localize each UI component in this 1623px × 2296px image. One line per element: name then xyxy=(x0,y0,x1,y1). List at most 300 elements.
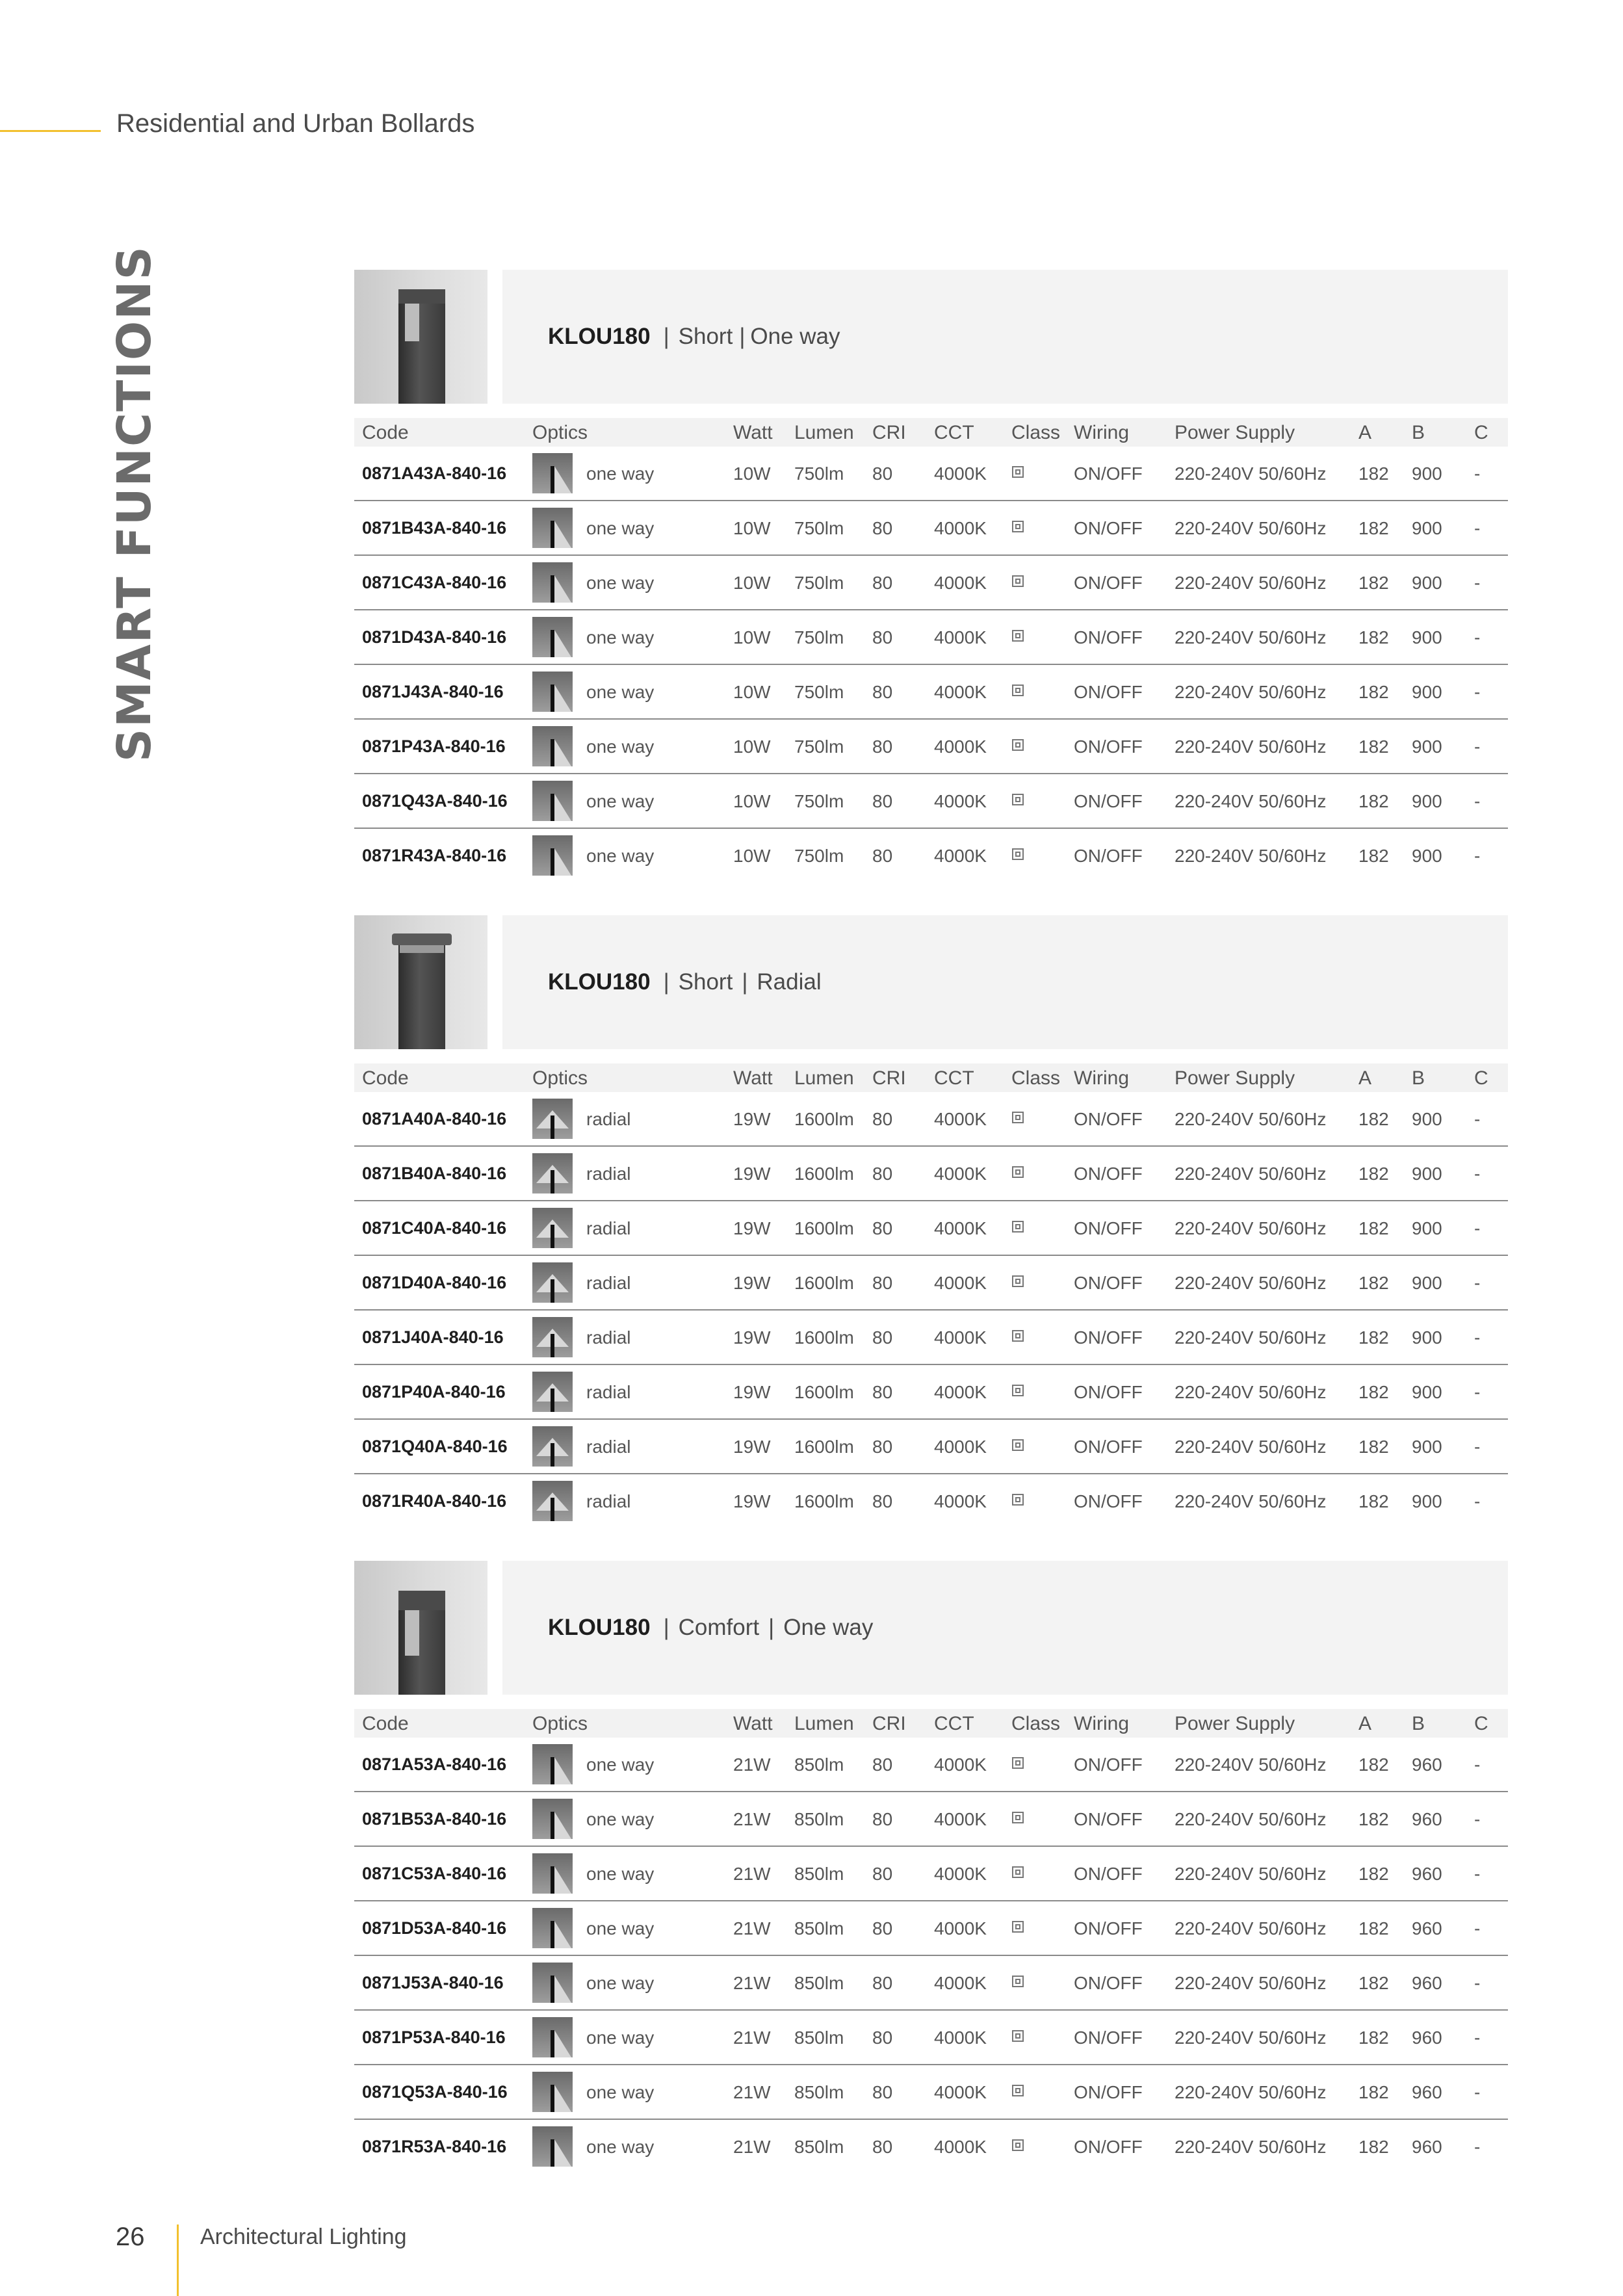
light-beam-shape xyxy=(554,794,571,821)
product-optic: One way xyxy=(750,324,840,349)
dimension-b-value: 960 xyxy=(1412,2028,1442,2048)
watt-value: 21W xyxy=(733,2082,771,2102)
column-header-b: B xyxy=(1412,1067,1425,1089)
watt-value: 21W xyxy=(733,2137,771,2157)
cri-value: 80 xyxy=(872,1109,893,1129)
watt-value: 10W xyxy=(733,463,771,484)
product-banner xyxy=(354,1561,1508,1695)
power-supply-value: 220-240V 50/60Hz xyxy=(1175,791,1327,811)
column-header-b: B xyxy=(1412,1713,1425,1734)
one-way-optic-icon xyxy=(532,835,573,876)
product-section xyxy=(354,915,1508,1528)
cri-value: 80 xyxy=(872,2082,893,2102)
dimension-c-value: - xyxy=(1474,1918,1481,1938)
product-thumbnail xyxy=(354,915,487,1049)
cct-value: 4000K xyxy=(934,1864,987,1884)
cri-value: 80 xyxy=(872,1918,893,1938)
cri-value: 80 xyxy=(872,627,893,647)
dimension-c-value: - xyxy=(1474,2028,1481,2048)
lumen-value: 750lm xyxy=(794,573,844,593)
light-beam-shape xyxy=(554,2030,571,2057)
class-ii-icon xyxy=(1012,521,1024,532)
light-beam-shape xyxy=(554,1757,571,1784)
footer-accent-rule xyxy=(177,2224,179,2296)
product-code: 0871A43A-840-16 xyxy=(362,463,507,483)
class-ii-icon xyxy=(1012,2030,1024,2042)
bollard-post-shape xyxy=(551,521,554,548)
dimension-b-value: 900 xyxy=(1412,846,1442,866)
one-way-optic-icon xyxy=(532,726,573,766)
page-header-title: Residential and Urban Bollards xyxy=(116,109,475,138)
column-header-power-supply: Power Supply xyxy=(1175,1067,1295,1089)
bollard-post-shape xyxy=(551,466,554,493)
class-ii-icon xyxy=(1012,575,1024,587)
optics-value: one way xyxy=(586,1918,655,1938)
column-header-cri: CRI xyxy=(872,422,906,443)
cct-value: 4000K xyxy=(934,1437,987,1457)
radial-optic-icon xyxy=(532,1372,573,1412)
bollard-post-shape xyxy=(551,2085,554,2112)
table-row xyxy=(354,774,1508,829)
radial-optic-icon xyxy=(532,1481,573,1521)
bollard-post-shape xyxy=(551,630,554,657)
one-way-optic-icon xyxy=(532,1963,573,2003)
light-beam-shape xyxy=(554,739,571,766)
optics-value: radial xyxy=(586,1218,631,1238)
table-row xyxy=(354,1147,1508,1201)
table-row xyxy=(354,829,1508,882)
light-beam-shape xyxy=(554,1921,571,1948)
cct-value: 4000K xyxy=(934,463,987,484)
one-way-optic-icon xyxy=(532,2072,573,2112)
power-supply-value: 220-240V 50/60Hz xyxy=(1175,518,1327,538)
table-row xyxy=(354,501,1508,556)
table-row xyxy=(354,447,1508,501)
product-code: 0871J53A-840-16 xyxy=(362,1973,504,1992)
lumen-value: 1600lm xyxy=(794,1327,854,1348)
wiring-value: ON/OFF xyxy=(1074,1864,1143,1884)
title-separator: | xyxy=(768,1615,775,1640)
cri-value: 80 xyxy=(872,1973,893,1993)
cct-value: 4000K xyxy=(934,2028,987,2048)
class-ii-icon xyxy=(1012,1439,1024,1451)
power-supply-value: 220-240V 50/60Hz xyxy=(1175,737,1327,757)
optics-value: one way xyxy=(586,2137,655,2157)
product-code: 0871A53A-840-16 xyxy=(362,1755,507,1774)
lumen-value: 750lm xyxy=(794,846,844,866)
product-code: 0871P40A-840-16 xyxy=(362,1382,506,1402)
lumen-value: 850lm xyxy=(794,1973,844,1993)
optics-value: one way xyxy=(586,1973,655,1993)
bollard-post-shape xyxy=(551,1389,554,1412)
dimension-b-value: 900 xyxy=(1412,791,1442,811)
power-supply-value: 220-240V 50/60Hz xyxy=(1175,1437,1327,1457)
radial-optic-icon xyxy=(532,1153,573,1194)
dimension-c-value: - xyxy=(1474,1327,1481,1348)
column-header-class: Class xyxy=(1011,1713,1061,1734)
light-beam-shape xyxy=(554,685,571,712)
lumen-value: 1600lm xyxy=(794,1273,854,1293)
product-code: 0871A40A-840-16 xyxy=(362,1109,507,1128)
watt-value: 10W xyxy=(733,791,771,811)
product-code: 0871C43A-840-16 xyxy=(362,573,507,592)
column-header-code: Code xyxy=(362,1067,409,1089)
lumen-value: 1600lm xyxy=(794,1164,854,1184)
watt-value: 10W xyxy=(733,573,771,593)
optics-value: one way xyxy=(586,846,655,866)
title-separator: | xyxy=(739,324,746,349)
optics-value: one way xyxy=(586,2082,655,2102)
product-banner xyxy=(354,270,1508,404)
light-beam-shape xyxy=(554,2085,571,2112)
column-header-a: A xyxy=(1358,1067,1372,1089)
table-row xyxy=(354,610,1508,665)
optics-value: one way xyxy=(586,737,655,757)
table-row xyxy=(354,2120,1508,2173)
dimension-c-value: - xyxy=(1474,1218,1481,1238)
product-section xyxy=(354,1561,1508,2173)
wiring-value: ON/OFF xyxy=(1074,1109,1143,1129)
dimension-a-value: 182 xyxy=(1358,1809,1389,1829)
optics-value: one way xyxy=(586,1755,655,1775)
title-separator: | xyxy=(663,969,669,995)
power-supply-value: 220-240V 50/60Hz xyxy=(1175,1918,1327,1938)
cri-value: 80 xyxy=(872,1491,893,1511)
dimension-a-value: 182 xyxy=(1358,1491,1389,1511)
optics-value: radial xyxy=(586,1164,631,1184)
dimension-c-value: - xyxy=(1474,518,1481,538)
radial-optic-icon xyxy=(532,1317,573,1357)
wiring-value: ON/OFF xyxy=(1074,1491,1143,1511)
bollard-post-shape xyxy=(551,685,554,712)
wiring-value: ON/OFF xyxy=(1074,463,1143,484)
lumen-value: 1600lm xyxy=(794,1437,854,1457)
column-header-c: C xyxy=(1474,1713,1488,1734)
cct-value: 4000K xyxy=(934,682,987,702)
dimension-a-value: 182 xyxy=(1358,2137,1389,2157)
dimension-b-value: 960 xyxy=(1412,1973,1442,1993)
light-beam-shape xyxy=(554,848,571,876)
cri-value: 80 xyxy=(872,791,893,811)
column-header-class: Class xyxy=(1011,422,1061,443)
dimension-a-value: 182 xyxy=(1358,627,1389,647)
product-code: 0871Q53A-840-16 xyxy=(362,2082,508,2102)
lumen-value: 750lm xyxy=(794,627,844,647)
watt-value: 10W xyxy=(733,627,771,647)
column-header-class: Class xyxy=(1011,1067,1061,1089)
dimension-a-value: 182 xyxy=(1358,682,1389,702)
dimension-b-value: 900 xyxy=(1412,1273,1442,1293)
bollard-post-shape xyxy=(551,1334,554,1357)
one-way-optic-icon xyxy=(532,1744,573,1784)
bollard-cap-image xyxy=(392,933,452,945)
bollard-pole-image xyxy=(398,939,445,1049)
dimension-c-value: - xyxy=(1474,627,1481,647)
column-header-lumen: Lumen xyxy=(794,1713,854,1734)
radial-optic-icon xyxy=(532,1262,573,1303)
optics-value: radial xyxy=(586,1491,631,1511)
optics-value: radial xyxy=(586,1382,631,1402)
dimension-c-value: - xyxy=(1474,1864,1481,1884)
cct-value: 4000K xyxy=(934,1218,987,1238)
cct-value: 4000K xyxy=(934,2082,987,2102)
light-beam-shape xyxy=(554,1976,571,2003)
wiring-value: ON/OFF xyxy=(1074,1164,1143,1184)
wiring-value: ON/OFF xyxy=(1074,1273,1143,1293)
cct-value: 4000K xyxy=(934,1973,987,1993)
wiring-value: ON/OFF xyxy=(1074,682,1143,702)
cct-value: 4000K xyxy=(934,737,987,757)
dimension-b-value: 900 xyxy=(1412,1437,1442,1457)
product-banner xyxy=(354,915,1508,1049)
cri-value: 80 xyxy=(872,737,893,757)
footer-title: Architectural Lighting xyxy=(200,2224,407,2249)
dimension-c-value: - xyxy=(1474,682,1481,702)
product-model: KLOU180 xyxy=(548,324,651,349)
table-row xyxy=(354,556,1508,610)
table-row xyxy=(354,1738,1508,1792)
title-separator: | xyxy=(742,969,748,995)
column-header-a: A xyxy=(1358,422,1372,443)
product-code: 0871C40A-840-16 xyxy=(362,1218,507,1238)
column-header-lumen: Lumen xyxy=(794,422,854,443)
dimension-c-value: - xyxy=(1474,2137,1481,2157)
dimension-c-value: - xyxy=(1474,1164,1481,1184)
column-header-lumen: Lumen xyxy=(794,1067,854,1089)
wiring-value: ON/OFF xyxy=(1074,1809,1143,1829)
cct-value: 4000K xyxy=(934,1164,987,1184)
spec-table-body xyxy=(354,1092,1508,1528)
dimension-b-value: 900 xyxy=(1412,518,1442,538)
class-ii-icon xyxy=(1012,848,1024,860)
dimension-a-value: 182 xyxy=(1358,518,1389,538)
watt-value: 21W xyxy=(733,1755,771,1775)
dimension-b-value: 960 xyxy=(1412,1755,1442,1775)
watt-value: 19W xyxy=(733,1273,771,1293)
one-way-optic-icon xyxy=(532,781,573,821)
cri-value: 80 xyxy=(872,1327,893,1348)
watt-value: 21W xyxy=(733,1864,771,1884)
dimension-b-value: 900 xyxy=(1412,682,1442,702)
cri-value: 80 xyxy=(872,1164,893,1184)
optics-value: one way xyxy=(586,573,655,593)
lumen-value: 1600lm xyxy=(794,1218,854,1238)
column-header-watt: Watt xyxy=(733,422,773,443)
power-supply-value: 220-240V 50/60Hz xyxy=(1175,2028,1327,2048)
dimension-c-value: - xyxy=(1474,846,1481,866)
product-optic: Radial xyxy=(757,969,822,995)
power-supply-value: 220-240V 50/60Hz xyxy=(1175,1491,1327,1511)
bollard-post-shape xyxy=(551,1757,554,1784)
class-ii-icon xyxy=(1012,1812,1024,1823)
class-ii-icon xyxy=(1012,1921,1024,1933)
column-header-optics: Optics xyxy=(532,1713,588,1734)
bollard-post-shape xyxy=(551,1170,554,1194)
bollard-post-shape xyxy=(551,1115,554,1139)
dimension-c-value: - xyxy=(1474,463,1481,484)
cri-value: 80 xyxy=(872,1437,893,1457)
cct-value: 4000K xyxy=(934,1327,987,1348)
light-beam-shape xyxy=(554,466,571,493)
lumen-value: 1600lm xyxy=(794,1491,854,1511)
dimension-a-value: 182 xyxy=(1358,1382,1389,1402)
cri-value: 80 xyxy=(872,1755,893,1775)
class-ii-icon xyxy=(1012,1166,1024,1178)
watt-value: 10W xyxy=(733,737,771,757)
power-supply-value: 220-240V 50/60Hz xyxy=(1175,1382,1327,1402)
lumen-value: 850lm xyxy=(794,1864,844,1884)
table-row xyxy=(354,1256,1508,1311)
lumen-value: 750lm xyxy=(794,737,844,757)
column-header-optics: Optics xyxy=(532,1067,588,1089)
bollard-cap-image xyxy=(398,1591,445,1610)
table-row xyxy=(354,1901,1508,1956)
power-supply-value: 220-240V 50/60Hz xyxy=(1175,1809,1327,1829)
product-code: 0871P53A-840-16 xyxy=(362,2028,506,2047)
light-beam-shape xyxy=(554,521,571,548)
bollard-post-shape xyxy=(551,1812,554,1839)
bollard-window-image xyxy=(405,1610,419,1656)
radial-optic-icon xyxy=(532,1426,573,1467)
product-code: 0871J40A-840-16 xyxy=(362,1327,504,1347)
class-ii-icon xyxy=(1012,1330,1024,1342)
one-way-optic-icon xyxy=(532,1908,573,1948)
title-separator: | xyxy=(663,324,669,349)
product-thumbnail xyxy=(354,270,487,404)
light-beam-shape xyxy=(554,1812,571,1839)
one-way-optic-icon xyxy=(532,1853,573,1894)
table-row xyxy=(354,2011,1508,2065)
class-ii-icon xyxy=(1012,739,1024,751)
wiring-value: ON/OFF xyxy=(1074,573,1143,593)
dimension-b-value: 960 xyxy=(1412,2082,1442,2102)
dimension-c-value: - xyxy=(1474,737,1481,757)
lumen-value: 1600lm xyxy=(794,1109,854,1129)
dimension-a-value: 182 xyxy=(1358,846,1389,866)
power-supply-value: 220-240V 50/60Hz xyxy=(1175,682,1327,702)
cct-value: 4000K xyxy=(934,2137,987,2157)
class-ii-icon xyxy=(1012,1976,1024,1987)
bollard-window-image xyxy=(400,945,444,953)
column-header-cct: CCT xyxy=(934,1067,974,1089)
cct-value: 4000K xyxy=(934,1491,987,1511)
watt-value: 21W xyxy=(733,1918,771,1938)
bollard-post-shape xyxy=(551,1976,554,2003)
wiring-value: ON/OFF xyxy=(1074,2028,1143,2048)
watt-value: 21W xyxy=(733,1973,771,1993)
dimension-a-value: 182 xyxy=(1358,1327,1389,1348)
power-supply-value: 220-240V 50/60Hz xyxy=(1175,1864,1327,1884)
radial-optic-icon xyxy=(532,1208,573,1248)
bollard-post-shape xyxy=(551,2139,554,2167)
wiring-value: ON/OFF xyxy=(1074,1973,1143,1993)
dimension-c-value: - xyxy=(1474,1273,1481,1293)
lumen-value: 750lm xyxy=(794,791,844,811)
bollard-post-shape xyxy=(551,739,554,766)
table-row xyxy=(354,1792,1508,1847)
watt-value: 21W xyxy=(733,2028,771,2048)
bollard-post-shape xyxy=(551,848,554,876)
watt-value: 21W xyxy=(733,1809,771,1829)
cri-value: 80 xyxy=(872,2137,893,2157)
column-header-wiring: Wiring xyxy=(1074,1713,1130,1734)
class-ii-icon xyxy=(1012,794,1024,805)
dimension-a-value: 182 xyxy=(1358,1864,1389,1884)
table-row xyxy=(354,1956,1508,2011)
bollard-window-image xyxy=(405,304,419,341)
optics-value: radial xyxy=(586,1273,631,1293)
cct-value: 4000K xyxy=(934,1382,987,1402)
title-separator: | xyxy=(663,1615,669,1640)
bollard-post-shape xyxy=(551,1921,554,1948)
class-ii-icon xyxy=(1012,1221,1024,1233)
column-header-b: B xyxy=(1412,422,1425,443)
spec-table-body xyxy=(354,447,1508,882)
header-accent-rule xyxy=(0,130,101,132)
light-beam-shape xyxy=(554,2139,571,2167)
optics-value: one way xyxy=(586,791,655,811)
one-way-optic-icon xyxy=(532,508,573,548)
dimension-a-value: 182 xyxy=(1358,573,1389,593)
dimension-b-value: 960 xyxy=(1412,1918,1442,1938)
bollard-post-shape xyxy=(551,1866,554,1894)
one-way-optic-icon xyxy=(532,453,573,493)
product-variant: Comfort xyxy=(678,1615,760,1640)
cri-value: 80 xyxy=(872,1864,893,1884)
bollard-post-shape xyxy=(551,1498,554,1521)
wiring-value: ON/OFF xyxy=(1074,737,1143,757)
optics-value: one way xyxy=(586,463,655,484)
product-title xyxy=(502,915,1508,1049)
cri-value: 80 xyxy=(872,846,893,866)
dimension-b-value: 900 xyxy=(1412,1218,1442,1238)
wiring-value: ON/OFF xyxy=(1074,791,1143,811)
column-header-wiring: Wiring xyxy=(1074,1067,1130,1089)
bollard-cap-image xyxy=(398,289,445,304)
dimension-b-value: 900 xyxy=(1412,1327,1442,1348)
dimension-a-value: 182 xyxy=(1358,463,1389,484)
cct-value: 4000K xyxy=(934,1109,987,1129)
cri-value: 80 xyxy=(872,1273,893,1293)
watt-value: 10W xyxy=(733,682,771,702)
dimension-a-value: 182 xyxy=(1358,1437,1389,1457)
dimension-a-value: 182 xyxy=(1358,1218,1389,1238)
spec-table-body xyxy=(354,1738,1508,2173)
power-supply-value: 220-240V 50/60Hz xyxy=(1175,627,1327,647)
lumen-value: 750lm xyxy=(794,682,844,702)
dimension-a-value: 182 xyxy=(1358,1109,1389,1129)
table-row xyxy=(354,1092,1508,1147)
watt-value: 10W xyxy=(733,846,771,866)
optics-value: one way xyxy=(586,682,655,702)
optics-value: one way xyxy=(586,2028,655,2048)
dimension-b-value: 960 xyxy=(1412,1864,1442,1884)
dimension-b-value: 900 xyxy=(1412,1109,1442,1129)
power-supply-value: 220-240V 50/60Hz xyxy=(1175,2137,1327,2157)
column-header-watt: Watt xyxy=(733,1067,773,1089)
dimension-a-value: 182 xyxy=(1358,2028,1389,2048)
power-supply-value: 220-240V 50/60Hz xyxy=(1175,463,1327,484)
spec-table-header xyxy=(354,418,1508,447)
dimension-c-value: - xyxy=(1474,1382,1481,1402)
lumen-value: 850lm xyxy=(794,1918,844,1938)
dimension-b-value: 900 xyxy=(1412,1491,1442,1511)
watt-value: 10W xyxy=(733,518,771,538)
class-ii-icon xyxy=(1012,630,1024,642)
table-row xyxy=(354,1474,1508,1528)
product-code: 0871Q43A-840-16 xyxy=(362,791,508,811)
lumen-value: 850lm xyxy=(794,2137,844,2157)
